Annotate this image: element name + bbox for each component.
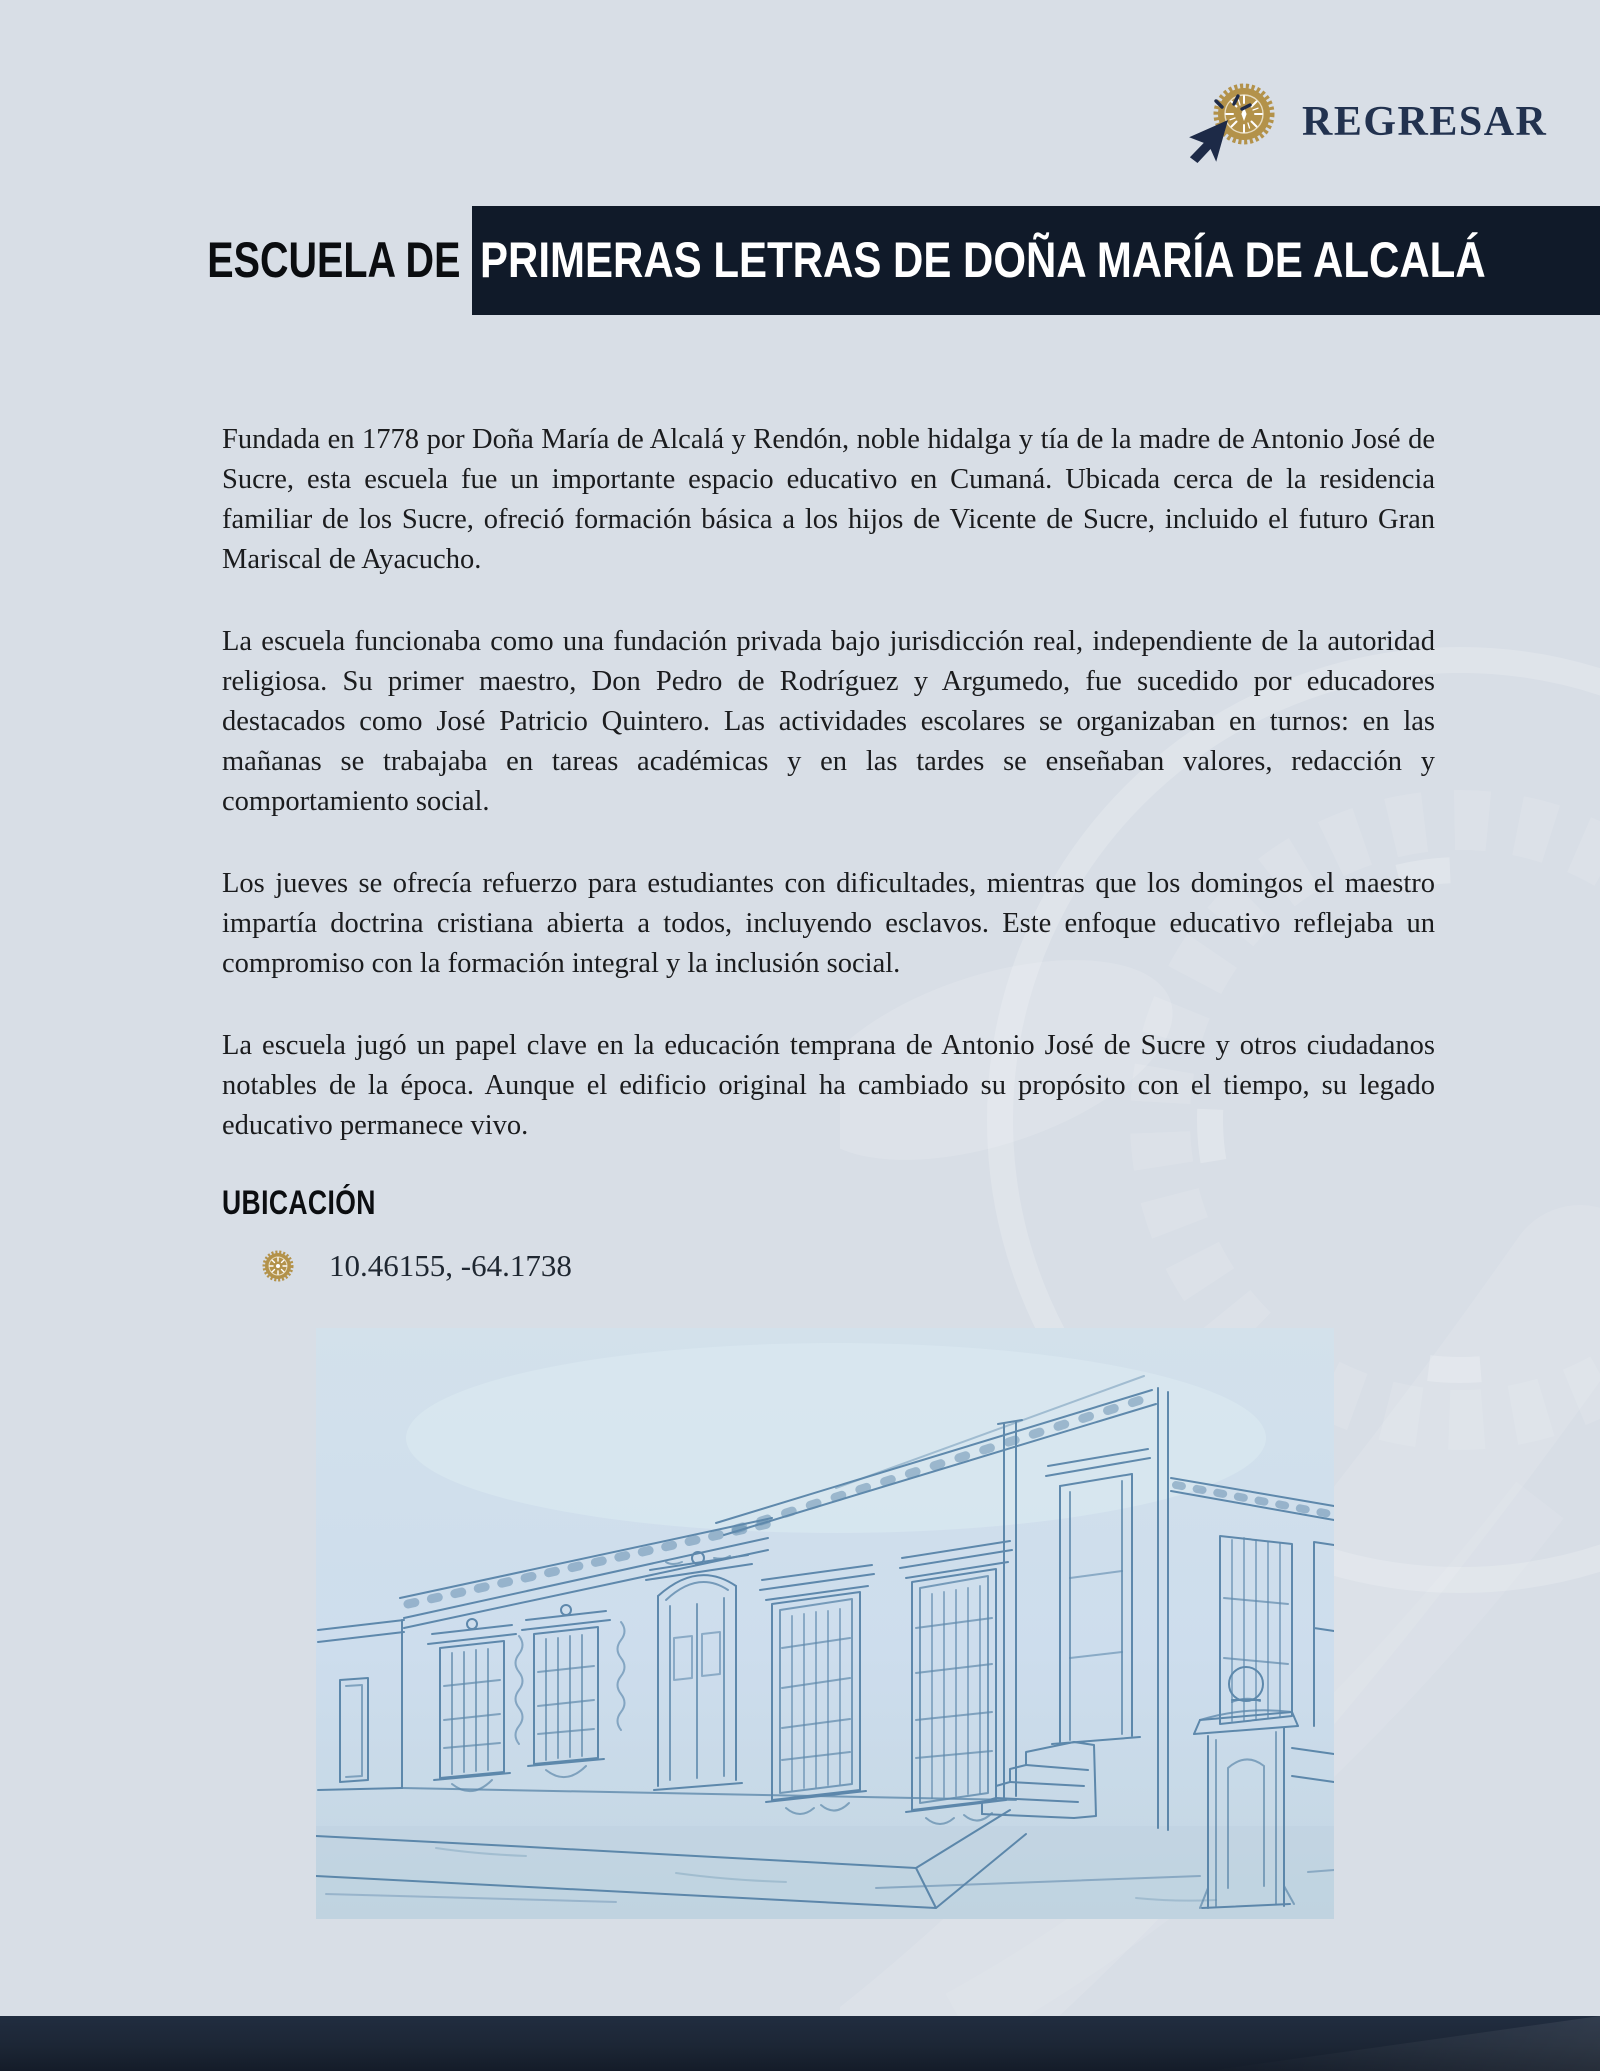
paragraph-3: Los jueves se ofrecía refuerzo para estudiantes con dificultades, mientras que los domingos el maestro impartía doctrina cristiana abierta a todos, incluyendo esclavos. Este enfoque educativo reflejaba un compromiso con la formación integral y la inclusión social. bbox=[222, 868, 1435, 979]
gold-seal-cursor-icon bbox=[1198, 76, 1286, 168]
gold-seal-icon bbox=[261, 1249, 295, 1283]
footer-bar bbox=[0, 2016, 1600, 2071]
paragraph-2: La escuela funcionaba como una fundación privada bajo jurisdicción real, independiente de la autoridad religiosa. Su primer maestro, Don Pedro de Rodríguez y Argumedo, fue sucedido por educadores destacados como José Patricio Quintero. Las actividades escolares se organizaban en turnos: en las mañanas se trabajaba en tareas académicas y en las tardes se enseñaban valores, redacción y comportamiento social. bbox=[222, 626, 1435, 817]
article-text bbox=[222, 420, 1435, 1188]
coordinates-value: 10.46155, -64.1738 bbox=[329, 1248, 572, 1283]
paragraph-1: Fundada en 1778 por Doña María de Alcalá y Rendón, noble hidalga y tía de la madre de Antonio José de Sucre, esta escuela fue un importante espacio educativo en Cumaná. Ubicada cerca de la residencia familiar de los Sucre, ofreció formación básica a los hijos de Vicente de Sucre, incluido el futuro Gran Mariscal de Ayacucho. bbox=[222, 424, 1435, 575]
page-title: PRIMERAS LETRAS DE DOÑA MARÍA DE ALCALÁ bbox=[480, 232, 1486, 288]
location-heading: UBICACIÓN bbox=[222, 1184, 376, 1222]
coordinates-row bbox=[261, 1248, 572, 1284]
building-sketch-image bbox=[316, 1328, 1334, 1919]
footer-watermark-sheen bbox=[1040, 2016, 1600, 2071]
back-button-label: REGRESAR bbox=[1302, 99, 1548, 145]
back-button[interactable] bbox=[1198, 76, 1547, 168]
page-title-prefix: ESCUELA DE bbox=[206, 232, 460, 288]
paragraph-4: La escuela jugó un papel clave en la educación temprana de Antonio José de Sucre y otros ciudadanos notables de la época. Aunque el edificio original ha cambiado su propósito con el tiempo, su legado educativo permanece vivo. bbox=[222, 1030, 1435, 1141]
